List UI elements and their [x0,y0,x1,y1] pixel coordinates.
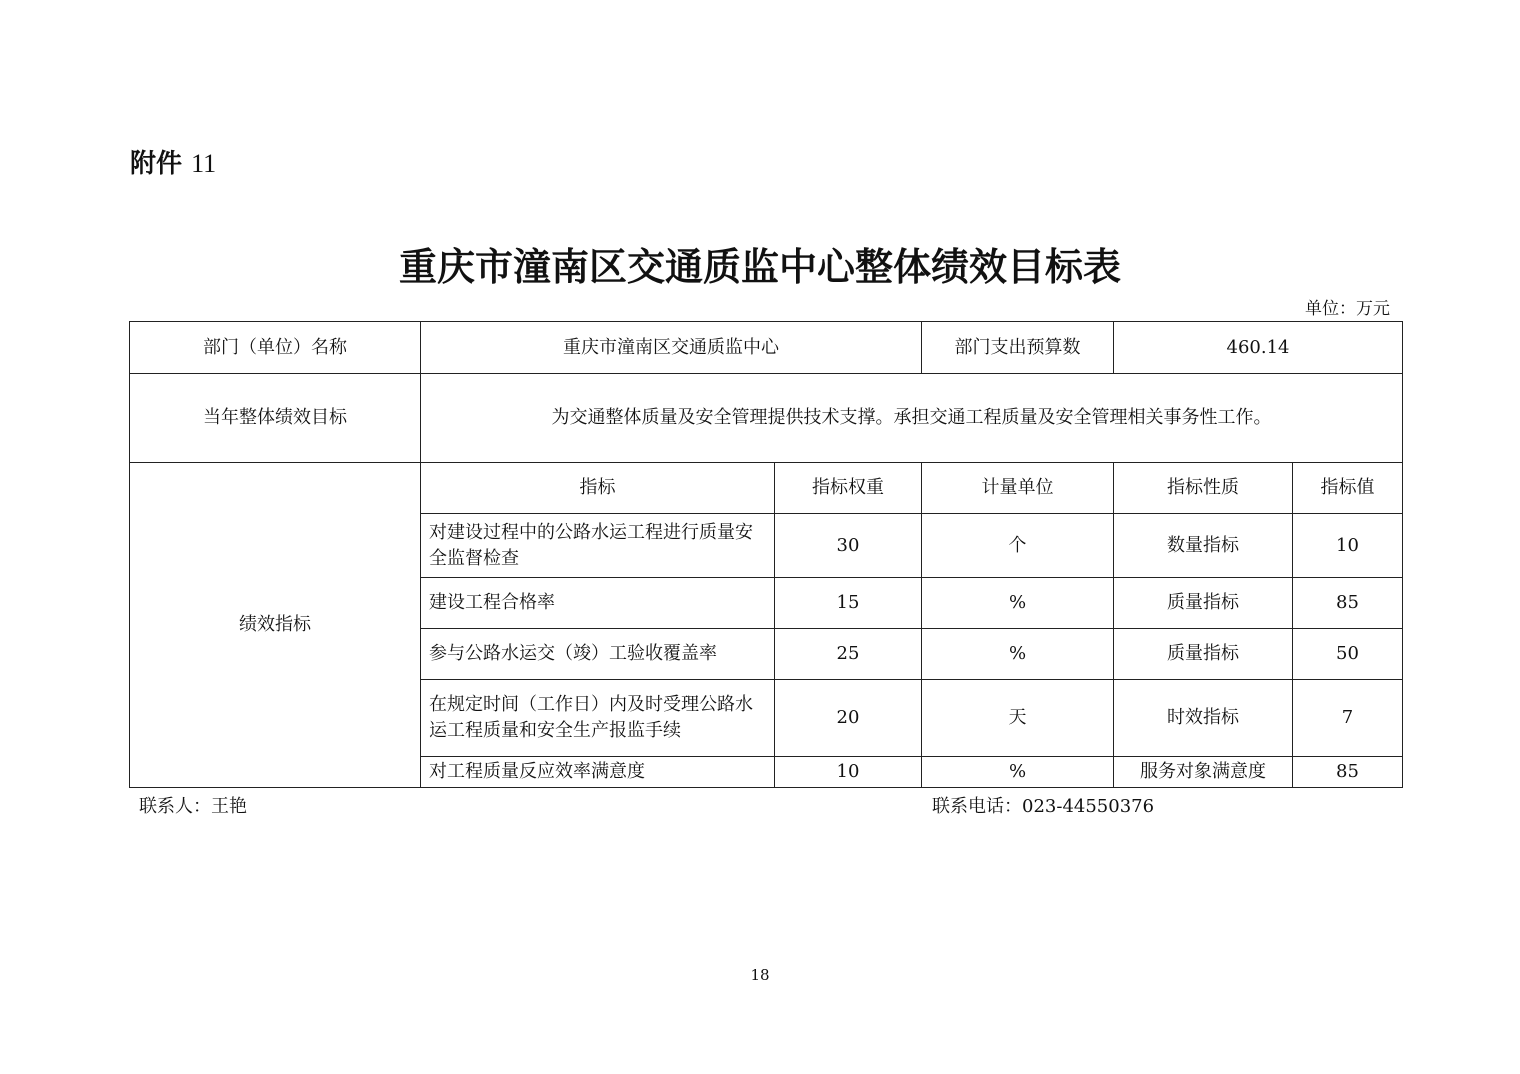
performance-table [129,321,1403,788]
budget-value: 460.14 [1114,322,1403,374]
header-indicator: 指标 [421,463,775,514]
dept-name-label: 部门（单位）名称 [130,322,421,374]
indicator-unit: 个 [922,514,1114,578]
indicator-unit: 天 [922,680,1114,757]
indicator-weight: 30 [775,514,922,578]
header-unit: 计量单位 [922,463,1114,514]
indicator-name: 建设工程合格率 [421,578,775,629]
indicator-nature: 时效指标 [1114,680,1293,757]
indicator-value: 10 [1293,514,1403,578]
indicator-name: 对工程质量反应效率满意度 [421,757,775,788]
contact-person: 联系人：王艳 [139,796,247,817]
indicator-name: 参与公路水运交（竣）工验收覆盖率 [421,629,775,680]
header-value: 指标值 [1293,463,1403,514]
indicator-weight: 15 [775,578,922,629]
indicator-nature: 数量指标 [1114,514,1293,578]
indicator-nature: 服务对象满意度 [1114,757,1293,788]
page-number: 18 [750,966,770,984]
table-row [130,322,1403,374]
goal-value: 为交通整体质量及安全管理提供技术支撑。承担交通工程质量及安全管理相关事务性工作。 [421,374,1403,463]
indicator-value: 85 [1293,578,1403,629]
indicator-value: 85 [1293,757,1403,788]
dept-name-value: 重庆市潼南区交通质监中心 [421,322,922,374]
table-row [130,374,1403,463]
indicator-value: 50 [1293,629,1403,680]
header-nature: 指标性质 [1114,463,1293,514]
budget-label: 部门支出预算数 [922,322,1114,374]
indicator-value: 7 [1293,680,1403,757]
indicator-name: 在规定时间（工作日）内及时受理公路水运工程质量和安全生产报监手续 [421,680,775,757]
attachment-number: 11 [191,149,217,178]
indicator-weight: 20 [775,680,922,757]
page-title: 重庆市潼南区交通质监中心整体绩效目标表 [398,244,1121,289]
unit-label: 单位：万元 [1305,299,1390,319]
indicator-weight: 10 [775,757,922,788]
indicator-weight: 25 [775,629,922,680]
perf-indicator-label: 绩效指标 [130,463,421,788]
indicator-nature: 质量指标 [1114,578,1293,629]
indicator-name: 对建设过程中的公路水运工程进行质量安全监督检查 [421,514,775,578]
contact-phone: 联系电话：023-44550376 [932,796,1155,817]
indicator-nature: 质量指标 [1114,629,1293,680]
attachment-label: 附件 11 [130,149,217,179]
header-weight: 指标权重 [775,463,922,514]
goal-label: 当年整体绩效目标 [130,374,421,463]
indicator-unit: % [922,757,1114,788]
indicator-unit: % [922,629,1114,680]
indicator-unit: % [922,578,1114,629]
table-header-row [130,463,1403,514]
